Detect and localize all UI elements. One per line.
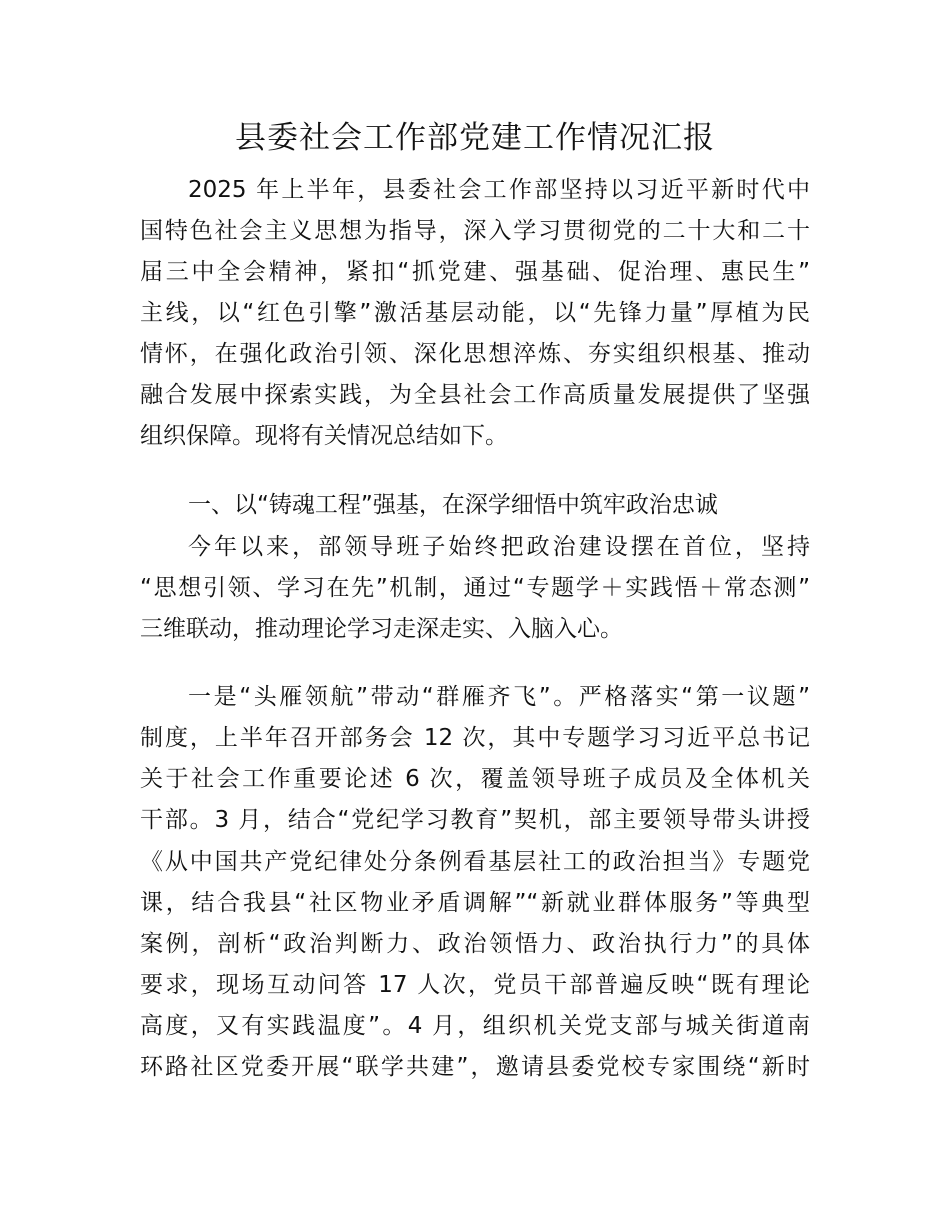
text-line: 《从中国共产党纪律处分条例看基层社工的政治担当》专题党 <box>140 849 810 875</box>
text-line: 今年以来，部领导班子始终把政治建设摆在首位，坚持 <box>188 534 810 560</box>
text-line: 届三中全会精神，紧扣“抓党建、强基础、促治理、惠民生” <box>140 259 810 285</box>
text-line: 情怀，在强化政治引领、深化思想淬炼、夯实组织根基、推动 <box>140 341 810 367</box>
text-line: 主线，以“红色引擎”激活基层动能，以“先锋力量”厚植为民 <box>140 300 810 326</box>
text-line: 组织保障。现将有关情况总结如下。 <box>140 423 508 449</box>
text-line: 要求，现场互动问答 17 人次，党员干部普遍反映“既有理论 <box>140 972 810 998</box>
text-line: 课，结合我县“社区物业矛盾调解”“新就业群体服务”等典型 <box>140 890 810 916</box>
text-line: 一是“头雁领航”带动“群雁齐飞”。严格落实“第一议题” <box>188 684 810 710</box>
text-line: 案例，剖析“政治判断力、政治领悟力、政治执行力”的具体 <box>140 931 810 957</box>
text-line: 干部。3 月，结合“党纪学习教育”契机，部主要领导带头讲授 <box>140 807 810 833</box>
text-line: 融合发展中探索实践，为全县社会工作高质量发展提供了坚强 <box>140 382 810 408</box>
text-line: 2025 年上半年，县委社会工作部坚持以习近平新时代中 <box>188 177 810 203</box>
section-heading: 一、以“铸魂工程”强基，在深学细悟中筑牢政治忠诚 <box>188 492 718 518</box>
text-line: 环路社区党委开展“联学共建”，邀请县委党校专家围绕“新时 <box>140 1054 810 1080</box>
text-line: 制度，上半年召开部务会 12 次，其中专题学习习近平总书记 <box>140 725 810 751</box>
text-line: 三维联动，推动理论学习走深走实、入脑入心。 <box>140 616 623 642</box>
document-title: 县委社会工作部党建工作情况汇报 <box>235 120 715 156</box>
text-line: 关于社会工作重要论述 6 次，覆盖领导班子成员及全体机关 <box>140 766 810 792</box>
text-line: 高度，又有实践温度”。4 月，组织机关党支部与城关街道南 <box>140 1013 810 1039</box>
text-line: 国特色社会主义思想为指导，深入学习贯彻党的二十大和二十 <box>140 218 810 244</box>
text-line: “思想引领、学习在先”机制，通过“专题学＋实践悟＋常态测” <box>140 575 810 601</box>
